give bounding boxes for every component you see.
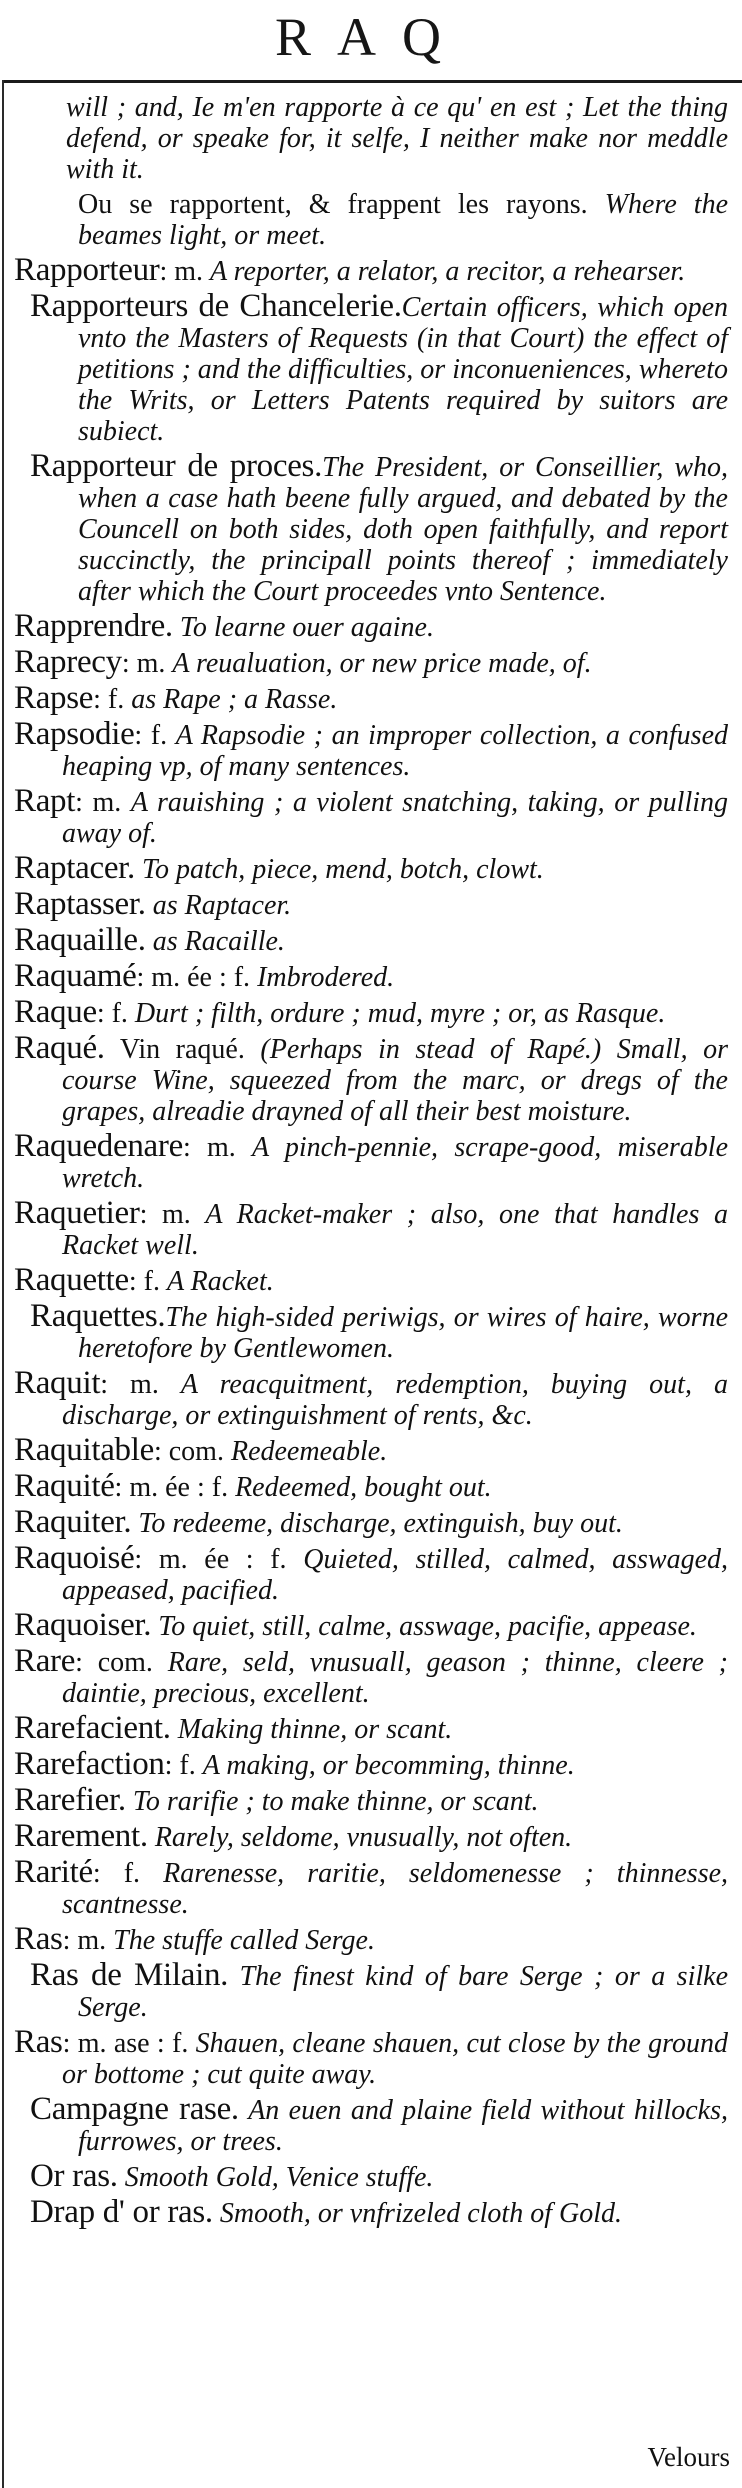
entry-headword: Raprecy	[14, 644, 122, 680]
entry-definition: as Rape ; a Rasse.	[131, 684, 338, 715]
dictionary-entry	[14, 886, 728, 922]
dictionary-entry	[14, 922, 728, 958]
entry-definition: Shauen, cleane shauen, cut close by the ground or bottome ; cut quite away.	[62, 2028, 729, 2090]
entry-headword: Ras	[14, 1921, 63, 1957]
entry-grammar: : m. ée : f.	[114, 1472, 229, 1503]
entry-headword: Ras de Milain.	[30, 1957, 229, 1993]
dictionary-entry	[14, 958, 728, 994]
entry-phrase	[14, 189, 728, 251]
dictionary-entry	[14, 1504, 728, 1540]
page-header	[0, 0, 742, 88]
entry-definition: Imbrodered.	[257, 962, 395, 993]
entry-headword: Raquité	[14, 1468, 115, 1504]
entry-definition: The high-sided periwigs, or wires of haire, worne heretofore by Gentlewomen.	[78, 1302, 728, 1364]
dictionary-entry	[14, 1030, 729, 1127]
entry-grammar: : com.	[75, 1647, 153, 1678]
entry-headword: Rapporteur	[14, 252, 160, 288]
dictionary-entry	[14, 608, 728, 644]
dictionary-entry	[14, 994, 728, 1030]
dictionary-column	[14, 92, 728, 2233]
entry-definition: A Rapsodie ; an improper collection, a confused heaping vp, of many sentences.	[62, 720, 729, 782]
entry-definition: A Racket-maker ; also, one that handles a Racket well.	[62, 1199, 729, 1261]
entry-grammar: : f.	[96, 998, 128, 1029]
entry-definition: Quieted, stilled, calmed, asswaged, appeased, pacified.	[62, 1544, 729, 1606]
entry-definition: Redeemed, bought out.	[235, 1472, 492, 1503]
entry-headword: Raquettes.	[30, 1298, 166, 1334]
entry-definition: Smooth, or vnfrizeled cloth of Gold.	[219, 2198, 622, 2229]
entry-definition: Rarenesse, raritie, seldomenesse ; thinnesse, scantnesse.	[62, 1858, 729, 1920]
entry-grammar: : f.	[92, 1858, 141, 1889]
entry-headword: Ras	[14, 2024, 63, 2060]
entry-grammar: : f.	[128, 1266, 160, 1297]
dictionary-entry	[14, 1262, 728, 1298]
entry-definition: The President, or Conseillier, who, when a case hath beene fully argued, and debated by the Councell on both sides, doth open faithfully, and report succinctly, the principall points thereof ; immediately after which the Court proceedes vnto Sentence.	[78, 452, 728, 607]
dictionary-entry	[14, 850, 728, 886]
entry-definition: Durt ; filth, ordure ; mud, myre ; or, as Rasque.	[134, 998, 666, 1029]
dictionary-entry	[14, 783, 729, 849]
entry-headword: Raquedenare	[14, 1128, 183, 1164]
entry-continuation	[14, 92, 728, 185]
dictionary-entry	[14, 716, 729, 782]
entry-definition: To learne ouer againe.	[179, 612, 434, 643]
entry-headword: Rarement.	[14, 1818, 148, 1854]
dictionary-subentry	[14, 2091, 728, 2157]
entry-grammar: : m. ase : f.	[62, 2028, 189, 2059]
dictionary-entry	[14, 1540, 729, 1606]
entry-grammar: : m. ée : f.	[134, 1544, 287, 1575]
entry-headword: Raquaille.	[14, 922, 146, 958]
entry-grammar: : m.	[75, 787, 122, 818]
entry-definition: Rarely, seldome, vnusually, not often.	[154, 1822, 573, 1853]
dictionary-entry	[14, 1782, 728, 1818]
entry-definition: Where the beames light, or meet.	[78, 189, 729, 251]
entry-grammar: : com.	[153, 1436, 224, 1467]
entry-definition: The stuffe called Serge.	[113, 1925, 375, 1956]
entry-headword: Raquoiser.	[14, 1607, 152, 1643]
entry-grammar: : m.	[100, 1369, 159, 1400]
catchword: Velours	[647, 2442, 730, 2472]
entry-headword: Rapse	[14, 680, 94, 716]
entry-headword: Raqué.	[14, 1030, 105, 1066]
dictionary-entry	[14, 2024, 729, 2090]
running-head: RAQ	[274, 7, 467, 67]
entry-grammar: : m.	[62, 1925, 107, 1956]
dictionary-entry	[14, 1921, 728, 1957]
dictionary-entry	[14, 1710, 728, 1746]
entry-grammar: : m.	[121, 648, 166, 679]
dictionary-entry	[14, 252, 728, 288]
entry-definition: Redeemeable.	[230, 1436, 388, 1467]
entry-headword: Raptacer.	[14, 850, 135, 886]
left-margin-rule	[2, 80, 4, 2488]
entry-definition: A reualuation, or new price made, of.	[172, 648, 592, 679]
dictionary-subentry	[14, 448, 728, 607]
entry-grammar: : f.	[93, 684, 125, 715]
entry-headword: Rarefier.	[14, 1782, 126, 1818]
entry-definition: Rare, seld, vnusuall, geason ; thinne, cleere ; daintie, precious, excellent.	[62, 1647, 729, 1709]
dictionary-subentry	[14, 2158, 728, 2194]
dictionary-subentry	[14, 1298, 728, 1364]
dictionary-entry	[14, 1128, 728, 1194]
header-rule	[2, 80, 742, 83]
entry-definition: as Racaille.	[152, 926, 285, 957]
dictionary-subentry	[14, 1957, 728, 2023]
entry-headword: Raquetier	[14, 1195, 140, 1231]
entry-headword: Rarité	[14, 1854, 93, 1890]
entry-headword: Rapporteur de proces.	[30, 448, 323, 484]
entry-headword: Raquoisé	[14, 1540, 135, 1576]
entry-definition: To rarifie ; to make thinne, or scant.	[132, 1786, 539, 1817]
entry-headword: Drap d' or ras.	[30, 2194, 213, 2230]
entry-headword: Campagne rase.	[30, 2091, 239, 2127]
dictionary-entry	[14, 680, 728, 716]
entry-grammar: : m.	[139, 1199, 191, 1230]
entry-headword: Or ras.	[30, 2158, 118, 2194]
dictionary-entry	[14, 644, 728, 680]
entry-headword: Raquitable	[14, 1432, 154, 1468]
entry-headword: Raque	[14, 994, 97, 1030]
entry-headword: Rapprendre.	[14, 608, 173, 644]
entry-grammar: : m.	[182, 1132, 236, 1163]
entry-headword: Raquit	[14, 1365, 101, 1401]
entry-definition: To patch, piece, mend, botch, clowt.	[142, 854, 544, 885]
entry-headword: Rarefacient.	[14, 1710, 171, 1746]
entry-grammar: : f.	[134, 720, 168, 751]
entry-definition: A reacquitment, redemption, buying out, a discharge, or extinguishment of rents, &c.	[62, 1369, 729, 1431]
entry-headword: Rapt	[14, 783, 76, 819]
entry-definition: (Perhaps in stead of Rapé.) Small, or course Wine, squeezed from the marc, or dregs of the grapes, alreadie drayned of all their best moisture.	[62, 1034, 729, 1127]
dictionary-entry	[14, 1468, 728, 1504]
entry-headword: Raquette	[14, 1262, 129, 1298]
entry-definition: A pinch-pennie, scrape-good, miserable wretch.	[62, 1132, 728, 1194]
entry-headword: Raptasser.	[14, 886, 146, 922]
dictionary-entry	[14, 1854, 729, 1920]
entry-definition: Certain officers, which open vnto the Masters of Requests (in that Court) the effect of petitions ; and the difficulties, or inconueniences, whereto the Writs, or Letters Patents required by suitors are subiect.	[78, 292, 728, 447]
dictionary-entry	[14, 1195, 729, 1261]
entry-definition: Making thinne, or scant.	[177, 1714, 453, 1745]
entry-definition: To quiet, still, calme, asswage, pacifie, appease.	[158, 1611, 697, 1642]
dictionary-entry	[14, 1746, 728, 1782]
entry-grammar: Vin raqué.	[119, 1034, 245, 1065]
entry-grammar: : m. ée : f.	[136, 962, 251, 993]
dictionary-entry	[14, 1432, 728, 1468]
entry-grammar: : m.	[159, 256, 204, 287]
entry-definition: An euen and plaine field without hillocks, furrowes, or trees.	[78, 2095, 728, 2157]
dictionary-subentry	[14, 288, 728, 447]
entry-headword: Raquamé	[14, 958, 137, 994]
entry-headword: Rarefaction	[14, 1746, 165, 1782]
entry-definition: A reporter, a relator, a recitor, a rehearser.	[210, 256, 686, 287]
entry-grammar: : f.	[164, 1750, 196, 1781]
entry-phrase-text: Ou se rapportent, & frappent les rayons.	[78, 189, 588, 220]
entry-definition: Smooth Gold, Venice stuffe.	[124, 2162, 434, 2193]
entry-headword: Rare	[14, 1643, 76, 1679]
dictionary-entry	[14, 1365, 729, 1431]
entry-definition: The finest kind of bare Serge ; or a silke Serge.	[78, 1961, 728, 2023]
dictionary-entry	[14, 1643, 729, 1709]
entry-definition: A making, or becomming, thinne.	[202, 1750, 575, 1781]
entry-definition: will ; and, Ie m'en rapporte à ce qu' en est ; Let the thing defend, or speake for, it selfe, I neither make nor meddle with it.	[66, 92, 728, 185]
entry-headword: Rapporteurs de Chancelerie.	[30, 288, 402, 324]
entry-definition: as Raptacer.	[152, 890, 292, 921]
entry-definition: A Racket.	[167, 1266, 274, 1297]
dictionary-entry	[14, 1818, 728, 1854]
entry-definition: A rauishing ; a violent snatching, taking, or pulling away of.	[62, 787, 729, 849]
entry-headword: Rapsodie	[14, 716, 135, 752]
dictionary-entry	[14, 1607, 728, 1643]
dictionary-subentry	[14, 2194, 728, 2230]
entry-definition: To redeeme, discharge, extinguish, buy out.	[138, 1508, 623, 1539]
entry-headword: Raquiter.	[14, 1504, 132, 1540]
